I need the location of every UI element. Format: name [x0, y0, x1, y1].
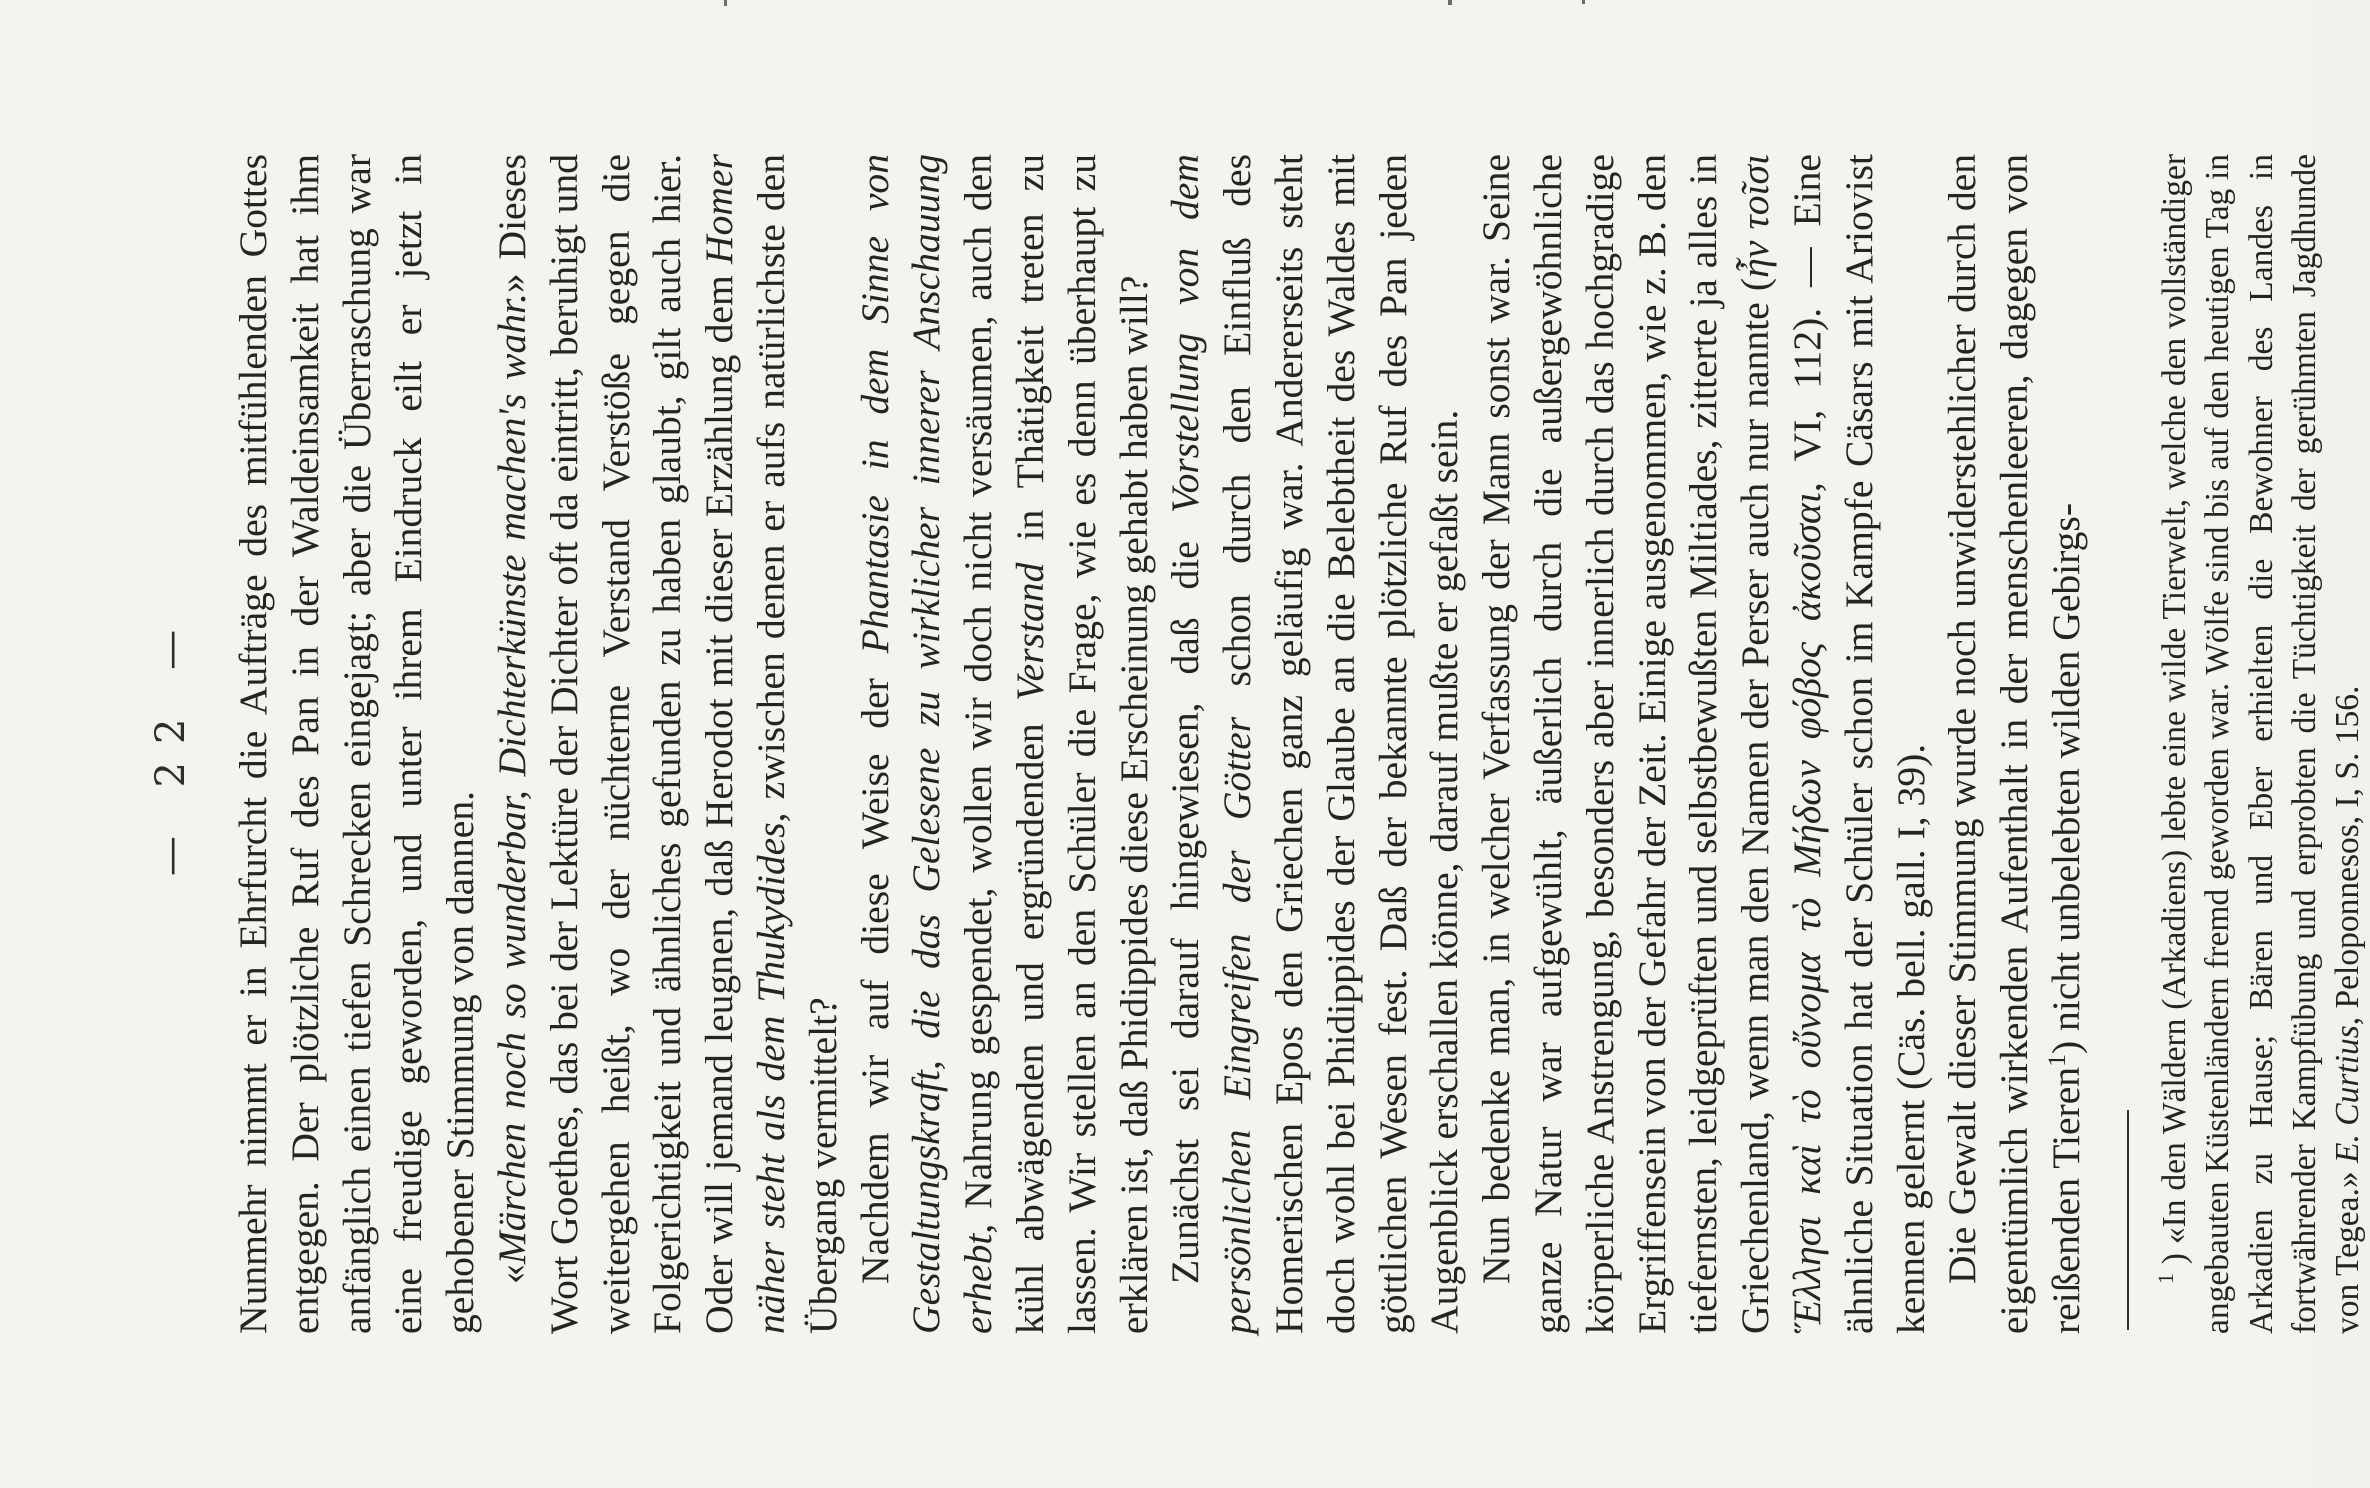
italic-text: Märchen noch so wunderbar, Dichterkünste machen's wahr. — [489, 293, 534, 1265]
text-run: Nunmehr nimmt er in Ehrfurcht die Aufträge des mitfühlenden Gottes entgegen. Der plötzliche Ruf des Pan in der Waldeinsamkeit hat ihm anfänglich einen tiefen Schrecken eingejagt; aber die Überraschung war eine freudige geworden, und unter ihrem Eindruck eilt er jetzt in gehobener Stimmung von dannen. — [231, 154, 483, 1334]
text-run: , Nahrung gespendet, wollen wir doch nicht versäumen, auch den kühl abwägenden und ergründenden — [956, 154, 1052, 1334]
text-run: Zunächst sei darauf hingewiesen, daß die — [1163, 513, 1208, 1284]
footnote-marker: 1 — [2153, 1273, 2178, 1284]
paragraph — [228, 154, 487, 1334]
italic-text: Verstand — [1007, 562, 1052, 702]
text-run: schon durch den Einfluß des Homerischen Epos den Griechen ganz geläufig war. Andererseits steht doch wohl bei Phidippides der Glaube an die Belebtheit des Waldes mit göttlichen Wesen fest. Daß der bekannte plötzliche Ruf des Pan jeden Augenblick erschallen könne, darauf mußte er gefaßt sein. — [1215, 154, 1467, 1334]
italic-text: ἦν τοῖσι Ἕλλησι καὶ τὸ οὔνομα τὸ Μήδων φόβος ἀκοῦσαι — [1733, 154, 1829, 1334]
text-run: « — [489, 1264, 534, 1284]
scan-edge-mark — [724, 0, 727, 6]
scan-edge-mark — [1582, 0, 1585, 4]
italic-text: Homer näher steht als dem Thukydides — [697, 154, 793, 1334]
book-page — [130, 94, 2367, 1394]
italic-text: E. Curtius — [2329, 1025, 2367, 1163]
text-run: ) nicht unbelebten wilden Gebirgs- — [2043, 502, 2088, 1055]
footnote-separator-rule — [2127, 1110, 2129, 1330]
paragraph — [850, 154, 1161, 1334]
text-run: » Dieses Wort Goethes, das bei der Lektüre der Dichter oft da eintritt, beruhigt und weitergehen heißt, wo der nüchterne Verstand Verstöße gegen die Folgerichtigkeit und ähnliches gefunden zu haben glaubt, gilt auch hier. Oder will jemand leugnen, daß Herodot mit dieser Erzählung dem — [489, 154, 742, 1334]
paragraph — [487, 154, 850, 1334]
paragraph — [1160, 154, 1471, 1334]
text-run: in Thätigkeit treten zu lassen. Wir stellen an den Schüler die Frage, wie es denn überhaupt zu erklären ist, daß Phidippides diese Erscheinung gehabt haben will? — [1007, 154, 1156, 1334]
italic-text: Vorstellung von dem persönlichen Eingreifen der Götter — [1163, 154, 1260, 1334]
text-run: Nachdem wir auf diese Weise der — [852, 653, 897, 1284]
text-run: , Peloponnesos, I, S. 156. — [2329, 685, 2367, 1026]
footnote — [2153, 154, 2370, 1334]
footnote-reference: 1 — [2041, 1054, 2071, 1067]
text-run: Die Gewalt dieser Stimmung wurde noch unwiderstehlicher durch den eigentümlich wirkenden Aufenthalt in der menschenleeren, dagegen von reißenden Tieren — [1940, 154, 2088, 1334]
text-run: Nun bedenke man, in welcher Verfassung der Mann sonst war. Seine ganze Natur war aufgewühlt, äußerlich durch die außergewöhnliche körperliche Anstrengung, besonders aber innerlich durch das hochgradige Ergriffensein von der Gefahr der Zeit. Einige ausgenommen, wie z. B. den tiefernsten, leidgeprüften und selbstbewußten Miltiades, zitterte ja alles in Griechenland, wenn man den Namen der Perser auch nur nannte ( — [1474, 154, 1778, 1334]
scan-edge-mark — [1448, 0, 1452, 5]
paragraph — [1471, 154, 1937, 1334]
text-run: , zwischen denen er aufs natürlichste den Übergang vermittelt? — [748, 154, 845, 1334]
text-run: ) «In den Wäldern (Arkadiens) lebte eine wilde Tierwelt, welche den vollständiger angebauten Küstenländern fremd geworden war. Wölfe sind bis auf den heutigen Tag in Arkadien zu Hause; Bären und Eber erhielten die Bewohner des Landes in fortwährender Kampfübung und erprobten die Tüchtigkeit der gerühmten Jagdhunde von Tegea.» — [2155, 154, 2367, 1334]
paragraph — [1937, 154, 2092, 1334]
italic-text: Phantasie in dem Sinne von Gestaltungskraft, die das Gelesene zu wirklicher innerer Anschauung erhebt — [852, 153, 1001, 1334]
text-run: , VI, 112). — Eine ähnliche Situation hat der Schüler schon im Kampfe Cäsars mit Ariovist kennen gelernt (Cäs. bell. gall. I, 39). — [1784, 154, 1933, 1334]
body-text — [228, 154, 2093, 1334]
page-number: — 22 — — [148, 611, 194, 877]
